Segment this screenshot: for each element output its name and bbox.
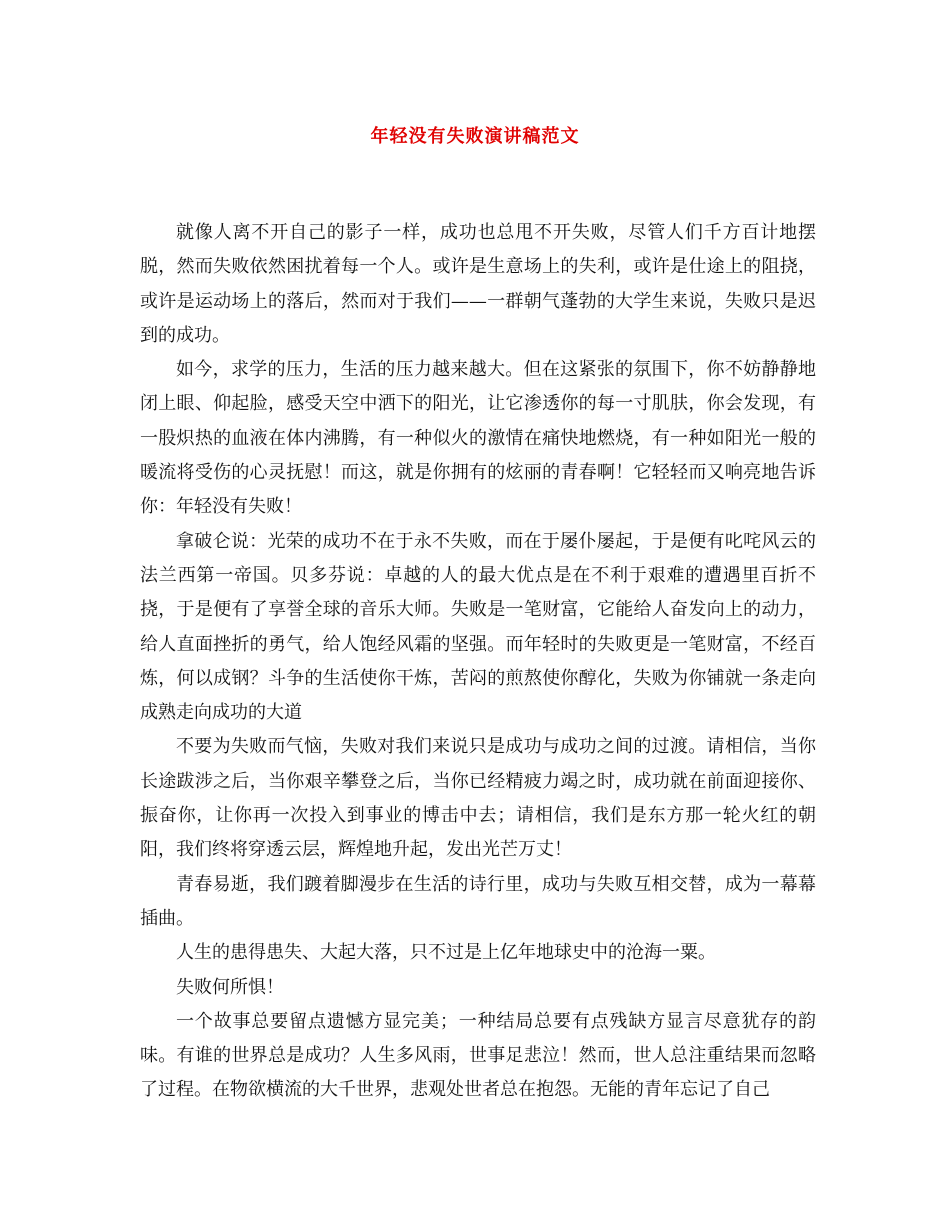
paragraph-8: 一个故事总要留点遗憾方显完美；一种结局总要有点残缺方显言尽意犹存的韵味。有谁的世界总是成功？人生多风雨，世事足悲泣！然而，世人总注重结果而忽略了过程。在物欲横流的大千世界，悲观处世者总在抱怨。无能的青年忘记了自己 bbox=[140, 1010, 816, 1101]
paragraph-4: 不要为失败而气恼，失败对我们来说只是成功与成功之间的过渡。请相信，当你长途跋涉之后，当你艰辛攀登之后，当你已经精疲力竭之时，成功就在前面迎接你、振奋你，让你再一次投入到事业的博击中去；请相信，我们是东方那一轮火红的朝阳，我们终将穿透云层，辉煌地升起，发出光芒万丈！ bbox=[140, 736, 816, 861]
paragraph-7: 失败何所惧！ bbox=[176, 976, 284, 998]
paragraph-3: 拿破仑说：光荣的成功不在于永不失败，而在于屡仆屡起，于是便有叱咤风云的法兰西第一帝国。贝多芬说：卓越的人的最大优点是在不利于艰难的遭遇里百折不挠，于是便有了享誉全球的音乐大师。失败是一笔财富，它能给人奋发向上的动力，给人直面挫折的勇气，给人饱经风霜的坚强。而年轻时的失败更是一笔财富，不经百炼，何以成钢？斗争的生活使你干炼，苦闷的煎熬使你醇化，失败为你铺就一条走向成熟走向成功的大道 bbox=[140, 530, 816, 724]
paragraph-2: 如今，求学的压力，生活的压力越来越大。但在这紧张的氛围下，你不妨静静地闭上眼、仰起脸，感受天空中洒下的阳光，让它渗透你的每一寸肌肤，你会发现，有一股炽热的血液在体内沸腾，有一种似火的激情在痛快地燃烧，有一种如阳光一般的暖流将受伤的心灵抚慰！而这，就是你拥有的炫丽的青春啊！它轻轻而又响亮地告诉你：年轻没有失败！ bbox=[140, 359, 816, 518]
document-body bbox=[140, 216, 816, 1108]
paragraph-5: 青春易逝，我们踱着脚漫步在生活的诗行里，成功与失败互相交替，成为一幕幕插曲。 bbox=[140, 873, 816, 929]
document-title: 年轻没有失败演讲稿范文 bbox=[370, 126, 580, 147]
paragraph-6: 人生的患得患失、大起大落，只不过是上亿年地球史中的沧海一粟。 bbox=[176, 942, 716, 964]
paragraph-1: 就像人离不开自己的影子一样，成功也总甩不开失败，尽管人们千方百计地摆脱，然而失败依然困扰着每一个人。或许是生意场上的失利，或许是仕途上的阻挠，或许是运动场上的落后，然而对于我们——一群朝气蓬勃的大学生来说，失败只是迟到的成功。 bbox=[140, 222, 816, 346]
